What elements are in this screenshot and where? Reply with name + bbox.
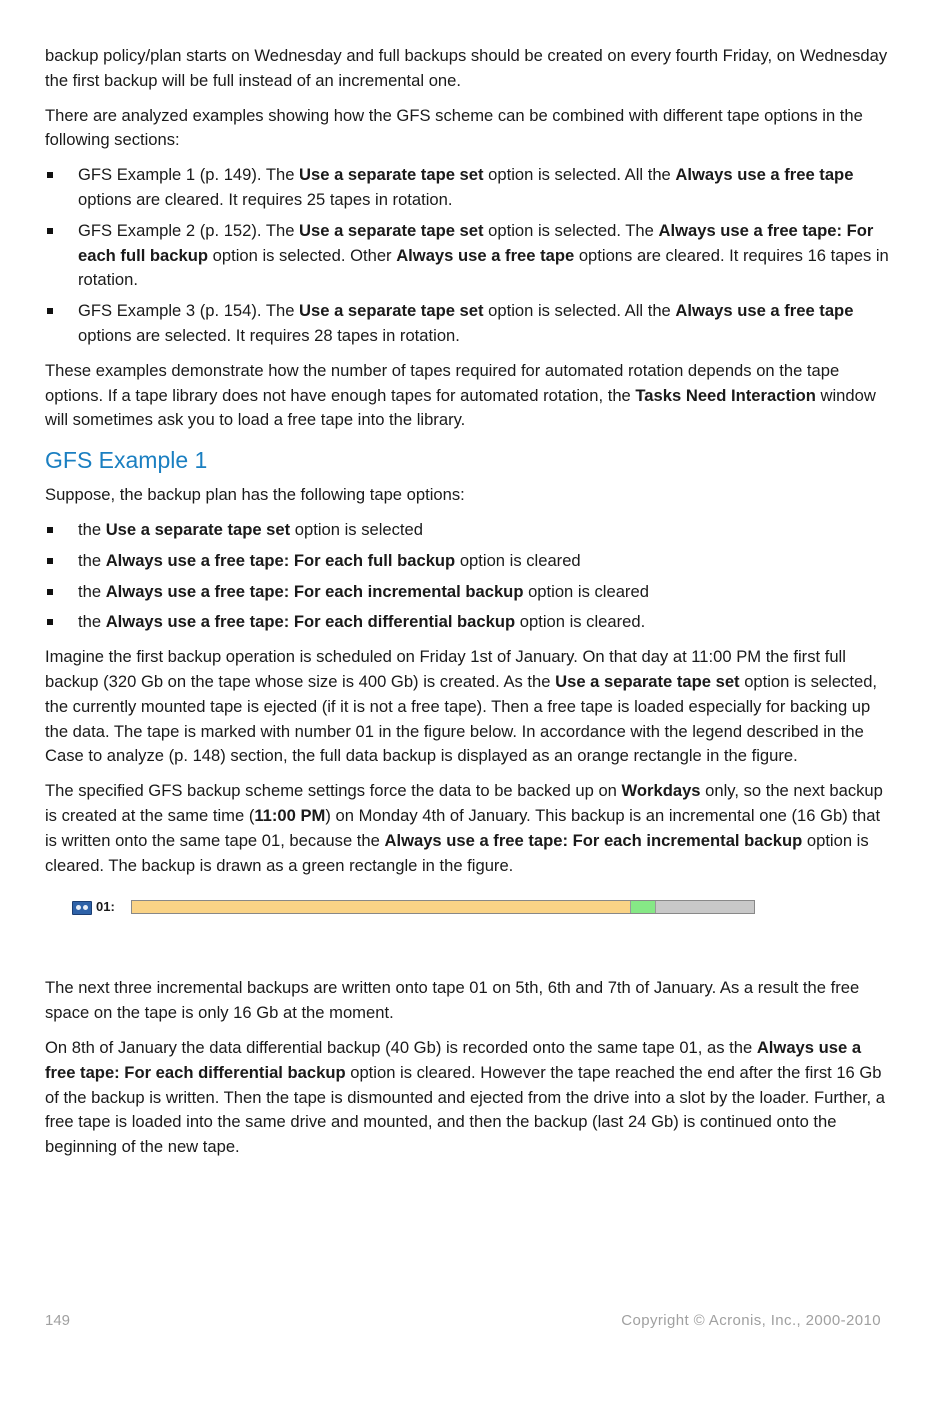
list-item	[45, 163, 890, 213]
tape-capacity-bar	[131, 900, 755, 914]
bold-text: Tasks Need Interaction	[635, 385, 816, 405]
full-backup-segment	[132, 901, 631, 913]
paragraph	[45, 483, 890, 508]
text-run: The specified GFS backup scheme settings force the data to be backed up on	[45, 781, 622, 801]
bold-text: Always use a free tape: For each full backup	[78, 220, 874, 265]
text-run: option is selected. All the	[483, 301, 676, 321]
paragraph	[45, 44, 890, 94]
bold-text: Always use a free tape: For each full backup	[105, 550, 456, 570]
text-run: options are cleared. It requires 16 tapes in rotation.	[78, 245, 889, 290]
text-run: the	[78, 550, 106, 570]
bold-text: Always use a free tape	[396, 245, 575, 265]
tape-options-list	[45, 518, 890, 635]
text-run: the	[78, 581, 106, 601]
text-run: Imagine the first backup operation is scheduled on Friday 1st of January. On that day at 11:00 PM the first full backup (320 Gb on the tape whose size is 400 Gb) is created. As the	[45, 647, 846, 691]
text-run: GFS Example 2 (p. 152). The	[78, 220, 300, 240]
text-run: option is cleared	[455, 550, 581, 570]
bold-text: Always use a free tape: For each differential backup	[105, 612, 516, 632]
text-run: GFS Example 3 (p. 154). The	[78, 301, 300, 321]
examples-list	[45, 163, 890, 349]
bold-text: Workdays	[621, 781, 701, 801]
text-run: option is cleared. However the tape reached the end after the first 16 Gb of the backup is written. Then the tape is dismounted and ejected from the drive into a slot by the loader. Further, a free tape is loaded into the same drive and mounted, and then the backup (last 24 Gb) is continued onto the beginning of the new tape.	[45, 1062, 886, 1157]
text-run: These examples demonstrate how the number of tapes required for automated rotation depends on the tape options. If a tape library does not have enough tapes for automated rotation, the	[45, 360, 840, 405]
list-item	[45, 219, 890, 293]
text-run: the	[78, 519, 106, 539]
tape-label: 01:	[96, 899, 115, 915]
text-run: GFS Example 1 (p. 149). The	[78, 165, 300, 185]
paragraph	[45, 359, 890, 433]
bold-text: Always use a free tape: For each incremental backup	[105, 581, 524, 601]
text-run: option is cleared. The backup is drawn as a green rectangle in the figure.	[45, 830, 869, 875]
list-item	[45, 518, 890, 543]
tape-cartridge-icon	[72, 901, 92, 915]
section-heading: GFS Example 1	[45, 447, 208, 474]
list-item	[45, 580, 890, 605]
list-item	[45, 299, 890, 349]
document-page	[45, 44, 890, 1170]
paragraph	[45, 104, 890, 154]
text-run: There are analyzed examples showing how the GFS scheme can be combined with different tape options in the following sections:	[45, 105, 863, 150]
tape-figure	[45, 898, 890, 958]
text-run: option is selected. Other	[208, 245, 397, 265]
text-run: option is selected. All the	[483, 165, 676, 185]
text-run: option is selected, the currently mounted tape is ejected (if it is not a free tape). Then a free tape is loaded especially for backing up the data. The tape is marked with number 01 in the figure below. In accordance with the legend described in the Case to analyze (p. 148) section, the full data backup is displayed as an orange rectangle in the figure.	[45, 671, 878, 766]
text-run: Suppose, the backup plan has the following tape options:	[45, 485, 465, 505]
list-item	[45, 610, 890, 635]
text-run: only, so the next backup is created at the same time (	[45, 781, 883, 825]
text-run: options are cleared. It requires 25 tapes in rotation.	[78, 189, 453, 209]
bold-text: Always use a free tape	[675, 301, 854, 321]
text-run: option is selected. The	[483, 220, 659, 240]
paragraph	[45, 645, 890, 769]
bold-text: 11:00 PM	[254, 805, 326, 825]
bold-text: Use a separate tape set	[105, 519, 291, 539]
text-run: option is cleared.	[515, 612, 646, 632]
bold-text: Always use a free tape: For each incremental backup	[384, 830, 803, 850]
text-run: the	[78, 612, 106, 632]
incremental-backup-segment	[631, 901, 657, 913]
text-run: On 8th of January the data differential backup (40 Gb) is recorded onto the same tape 01, as the	[45, 1037, 757, 1057]
page-number: 149	[45, 1312, 71, 1329]
bold-text: Use a separate tape set	[299, 301, 484, 321]
text-run: The next three incremental backups are written onto tape 01 on 5th, 6th and 7th of January. As a result the free space on the tape is only 16 Gb at the moment.	[45, 978, 860, 1023]
copyright-notice: Copyright © Acronis, Inc., 2000-2010	[621, 1312, 881, 1329]
text-run: option is selected	[290, 519, 424, 539]
text-run: backup policy/plan starts on Wednesday and full backups should be created on every fourth Friday, on Wednesday the first backup will be full instead of an incremental one.	[45, 46, 888, 90]
bold-text: Use a separate tape set	[299, 165, 484, 185]
text-run: window will sometimes ask you to load a free tape into the library.	[45, 385, 876, 430]
list-item	[45, 549, 890, 574]
paragraph	[45, 1036, 890, 1160]
text-run: options are selected. It requires 28 tapes in rotation.	[78, 325, 460, 345]
text-run: option is cleared	[523, 581, 649, 601]
bold-text: Use a separate tape set	[555, 671, 740, 691]
text-run: ) on Monday 4th of January. This backup is an incremental one (16 Gb) that is written onto the same tape 01, because the	[45, 805, 881, 850]
bold-text: Always use a free tape	[675, 165, 854, 185]
bold-text: Always use a free tape: For each differential backup	[45, 1037, 862, 1082]
bold-text: Use a separate tape set	[299, 220, 484, 240]
paragraph	[45, 779, 890, 878]
paragraph	[45, 976, 890, 1026]
